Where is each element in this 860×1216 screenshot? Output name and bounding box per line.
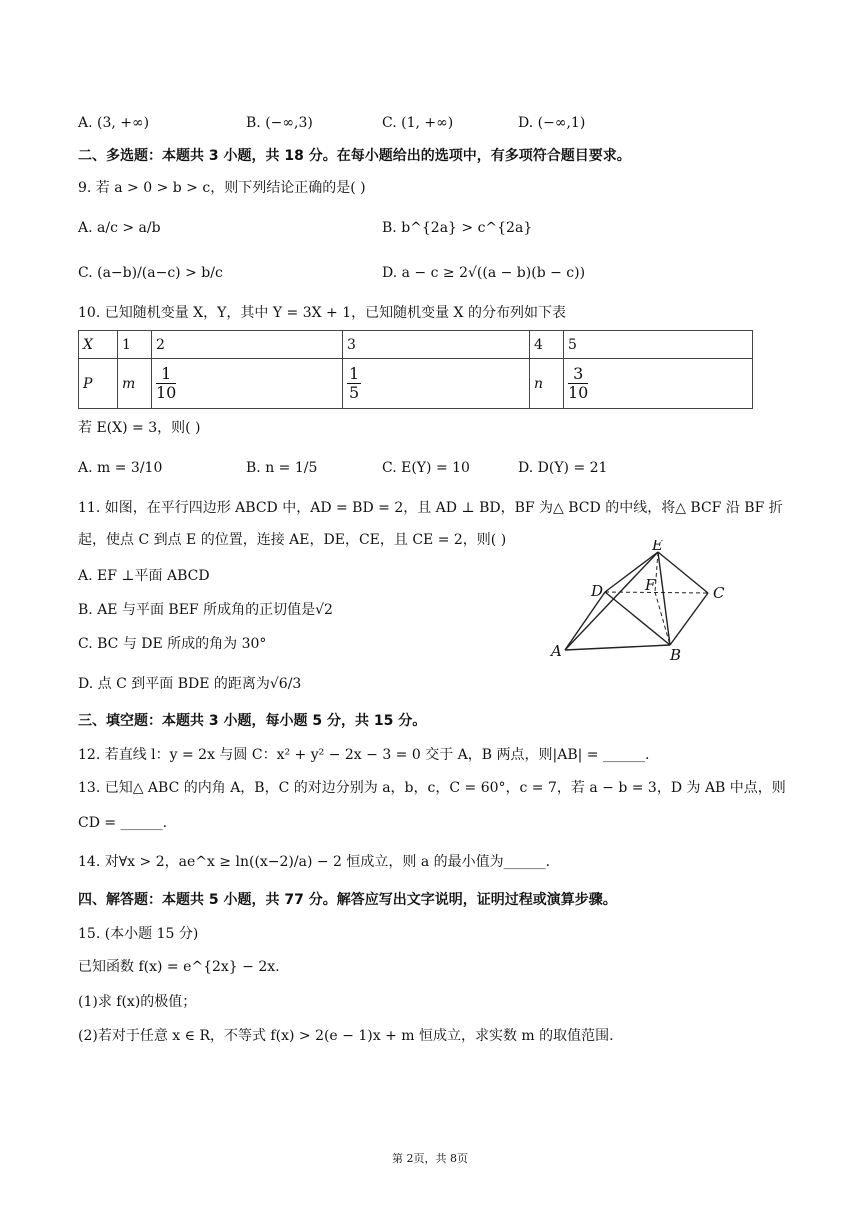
q9-option-d: D. a − c ≥ 2√((a − b)(b − c)) <box>382 265 586 281</box>
section-4-heading: 四、解答题：本题共 5 小题，共 77 分。解答应写出文字说明，证明过程或演算步骤。 <box>78 892 617 908</box>
fraction-denominator: 10 <box>156 383 177 402</box>
table-cell-n: n <box>530 359 564 409</box>
q10-option-b: B. n = 1/5 <box>246 460 318 476</box>
table-header-x: X <box>79 331 118 359</box>
q8-option-b: B. (−∞,3) <box>246 115 313 131</box>
q8-option-d: D. (−∞,1) <box>518 115 586 131</box>
q15-part-1: (1)求 f(x)的极值； <box>78 994 197 1010</box>
q9-option-b: B. b^{2a} > c^{2a} <box>382 220 533 236</box>
table-cell-fraction <box>152 359 343 409</box>
q9-stem: 9. 若 a > 0 > b > c，则下列结论正确的是( ) <box>78 180 366 196</box>
q10-option-a: A. m = 3/10 <box>78 460 163 476</box>
table-cell-fraction <box>564 359 753 409</box>
q10-condition: 若 E(X) = 3，则( ) <box>78 420 201 436</box>
q15-heading: 15. (本小题 15 分) <box>78 926 199 942</box>
q11-option-b: B. AE 与平面 BEF 所成角的正切值是√2 <box>78 602 333 618</box>
q13-line-2: CD = ______. <box>78 815 168 831</box>
edge-ec <box>658 552 708 593</box>
page-footer: 第 2页，共 8页 <box>392 1152 468 1165</box>
fraction-numerator: 3 <box>568 365 588 384</box>
table-cell-m: m <box>118 359 152 409</box>
q13-line-1: 13. 已知△ ABC 的内角 A，B，C 的对边分别为 a，b，c，C = 60°，c = 7，若 a − b = 3，D 为 AB 中点，则 <box>78 780 786 796</box>
section-3-heading: 三、填空题：本题共 3 小题，每小题 5 分，共 15 分。 <box>78 713 427 729</box>
section-2-heading: 二、多选题：本题共 3 小题，共 18 分。在每小题给出的选项中，有多项符合题目要求。 <box>78 148 631 164</box>
fraction-denominator: 10 <box>568 383 589 402</box>
q12-text: 12. 若直线 l：y = 2x 与圆 C：x² + y² − 2x − 3 = 0 交于 A，B 两点，则|AB| = ______. <box>78 747 650 763</box>
edge-ef-dashed <box>655 552 658 592</box>
q14-text: 14. 对∀x > 2，ae^x ≥ ln((x−2)/a) − 2 恒成立，则 a 的最小值为______. <box>78 854 551 870</box>
q11-line-1: 11. 如图，在平行四边形 ABCD 中，AD = BD = 2，且 AD ⊥ BD，BF 为△ BCD 的中线，将△ BCF 沿 BF 折 <box>78 500 783 516</box>
fraction-denominator: 5 <box>349 383 360 402</box>
table-header-p: P <box>79 359 118 409</box>
edge-bc <box>670 593 708 645</box>
edge-dc-dashed <box>605 592 708 593</box>
edge-ae <box>565 552 658 650</box>
label-c: C <box>713 584 725 602</box>
edge-eb <box>658 552 670 645</box>
q9-option-a: A. a/c > a/b <box>78 220 161 236</box>
label-e: E <box>652 540 663 554</box>
q15-given: 已知函数 f(x) = e^{2x} − 2x. <box>78 959 280 975</box>
q15-part-2: (2)若对于任意 x ∈ R，不等式 f(x) > 2(e − 1)x + m 恒成立，求实数 m 的取值范围. <box>78 1028 614 1044</box>
q11-option-d: D. 点 C 到平面 BDE 的距离为√6/3 <box>78 676 302 692</box>
label-a: A <box>551 642 562 660</box>
table-cell: 2 <box>152 331 343 359</box>
q11-option-a: A. EF ⊥平面 ABCD <box>78 568 210 584</box>
q10-option-d: D. D(Y) = 21 <box>518 460 608 476</box>
label-b: B <box>670 646 682 664</box>
edge-ad <box>565 592 605 650</box>
table-cell-fraction <box>343 359 530 409</box>
table-cell: 5 <box>564 331 753 359</box>
q8-option-c: C. (1, +∞) <box>382 115 454 131</box>
table-cell: 4 <box>530 331 564 359</box>
fraction-numerator: 1 <box>349 364 360 383</box>
q10-option-c: C. E(Y) = 10 <box>382 460 470 476</box>
table-cell: 3 <box>343 331 530 359</box>
label-f: F <box>645 576 656 594</box>
label-d: D <box>591 582 604 600</box>
q10-stem: 10. 已知随机变量 X，Y，其中 Y = 3X + 1，已知随机变量 X 的分布列如下表 <box>78 305 566 321</box>
edge-fb-dashed <box>655 592 670 645</box>
table-cell: 1 <box>118 331 152 359</box>
q11-option-c: C. BC 与 DE 所成的角为 30° <box>78 636 267 652</box>
fraction-numerator: 1 <box>156 365 176 384</box>
q8-option-a: A. (3, +∞) <box>78 115 150 131</box>
distribution-table <box>78 330 753 409</box>
edge-db <box>605 592 670 645</box>
edge-ab <box>565 645 670 650</box>
q11-line-2: 起，使点 C 到点 E 的位置，连接 AE，DE，CE，且 CE = 2，则( ) <box>78 532 507 548</box>
q9-option-c: C. (a−b)/(a−c) > b/c <box>78 265 223 281</box>
geometry-figure <box>545 540 745 665</box>
